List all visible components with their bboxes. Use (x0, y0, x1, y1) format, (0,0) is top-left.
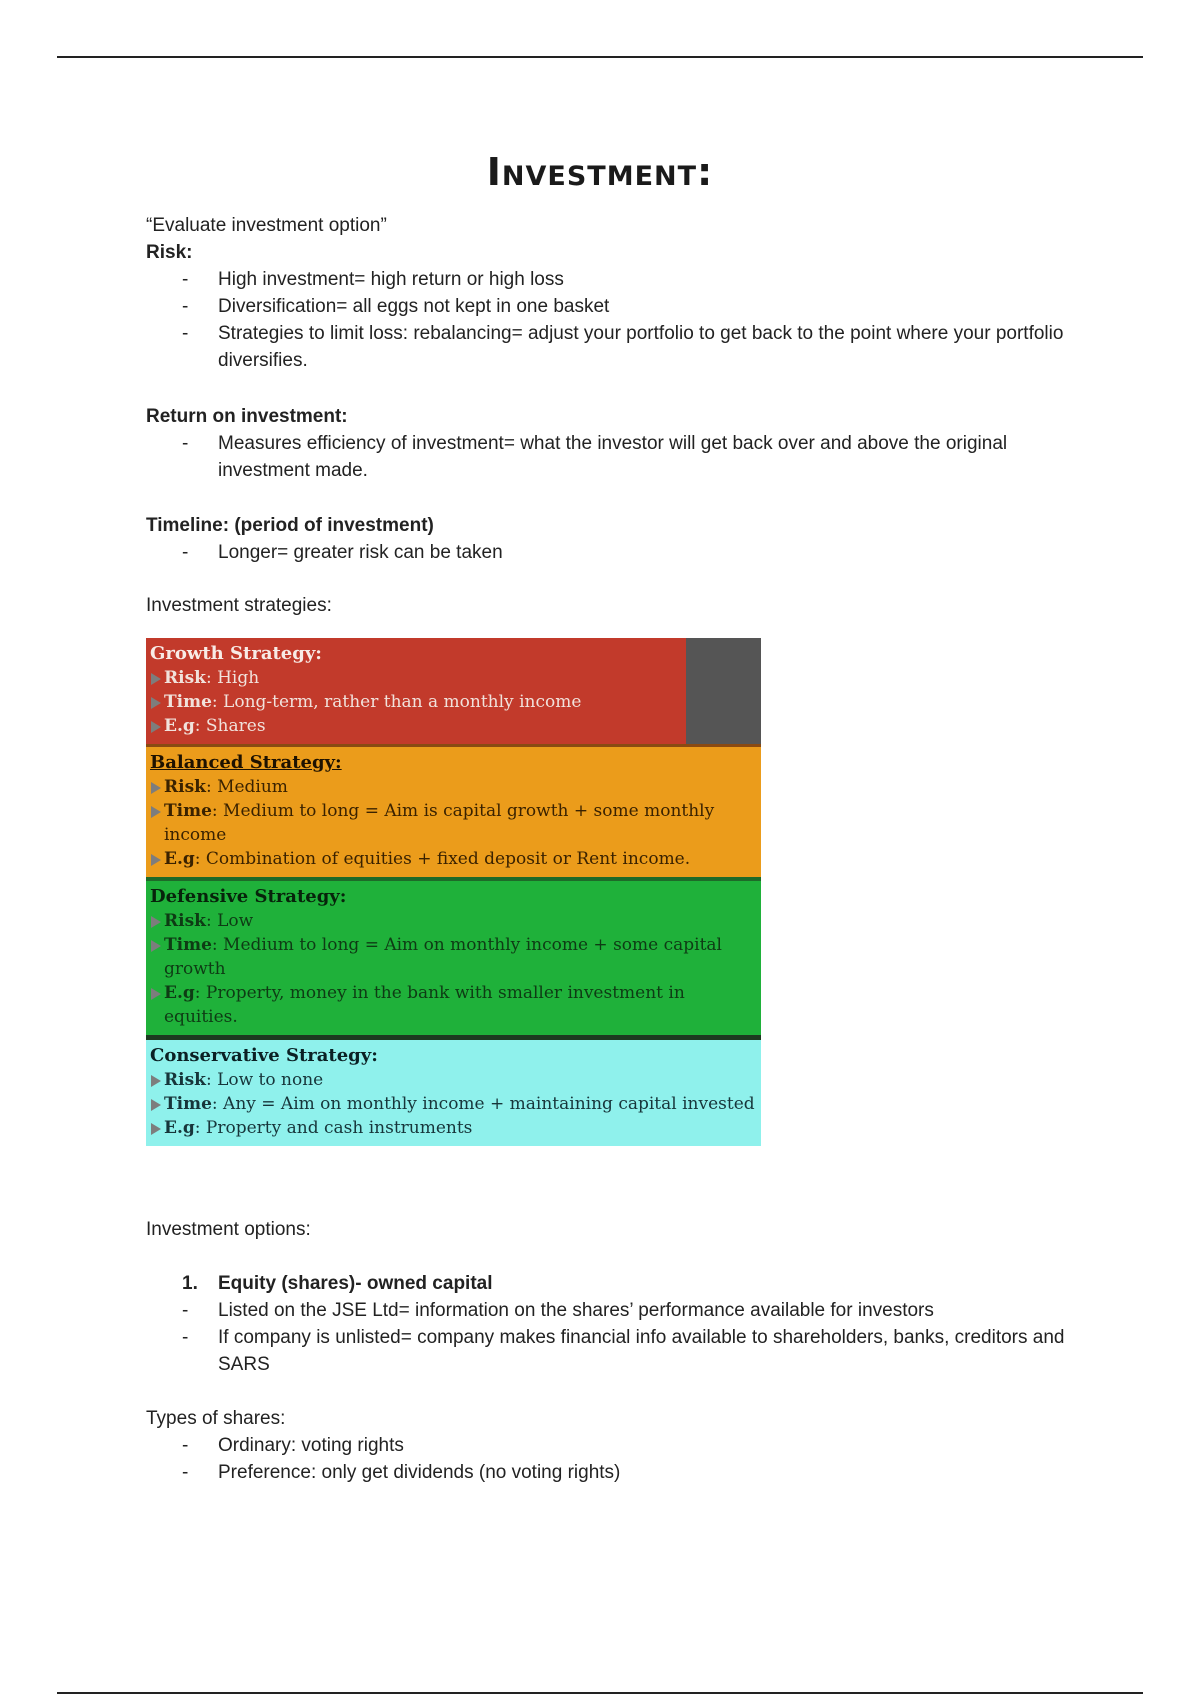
balanced-strategy-box (146, 744, 761, 877)
list-item: - Preference: only get dividends (no voting rights) (146, 1459, 1076, 1486)
triangle-bullet-icon (151, 1123, 161, 1135)
timeline-heading: Timeline: (period of investment) (146, 515, 434, 536)
list-item: - Longer= greater risk can be taken (146, 539, 1076, 566)
strategy-time: Time: Medium to long = Aim on monthly income + some capital growth (150, 933, 755, 981)
triangle-bullet-icon (151, 1099, 161, 1111)
conservative-strategy-box (146, 1040, 761, 1146)
strategy-title: Conservative Strategy: (150, 1045, 378, 1066)
triangle-bullet-icon (151, 988, 161, 1000)
list-item: - Measures efficiency of investment= what the investor will get back over and above the original investment made. (146, 430, 1076, 484)
strategy-title: Growth Strategy: (150, 643, 322, 664)
risk-list (146, 266, 1076, 374)
types-section (146, 1405, 1076, 1486)
strategy-title: Balanced Strategy: (150, 752, 342, 773)
strategy-example: E.g: Property, money in the bank with smaller investment in equities. (150, 981, 755, 1029)
strategy-time: Time: Any = Aim on monthly income + maintaining capital invested (150, 1092, 755, 1116)
types-heading: Types of shares: (146, 1408, 286, 1429)
timeline-list (146, 539, 1076, 566)
strategy-risk: Risk: High (150, 666, 680, 690)
list-item: - If company is unlisted= company makes financial info available to shareholders, banks, creditors and SARS (146, 1324, 1076, 1378)
roi-section (146, 403, 1076, 484)
strategy-risk: Risk: Medium (150, 775, 755, 799)
defensive-strategy-box (146, 877, 761, 1040)
equity-list (146, 1297, 1076, 1378)
roi-list (146, 430, 1076, 484)
equity-section (146, 1270, 1076, 1378)
roi-heading: Return on investment: (146, 406, 348, 427)
strategy-example: E.g: Shares (150, 714, 680, 738)
intro-quote: “Evaluate investment option” (146, 215, 387, 236)
strategies-graphic (146, 638, 761, 1146)
strategy-title: Defensive Strategy: (150, 886, 347, 907)
triangle-bullet-icon (151, 940, 161, 952)
triangle-bullet-icon (151, 916, 161, 928)
bottom-rule (57, 1692, 1143, 1694)
growth-strategy-box (146, 638, 761, 744)
timeline-section (146, 512, 1076, 566)
triangle-bullet-icon (151, 854, 161, 866)
list-item: - Listed on the JSE Ltd= information on the shares’ performance available for investors (146, 1297, 1076, 1324)
triangle-bullet-icon (151, 782, 161, 794)
strategy-risk: Risk: Low to none (150, 1068, 755, 1092)
triangle-bullet-icon (151, 806, 161, 818)
triangle-bullet-icon (151, 673, 161, 685)
list-item: - High investment= high return or high loss (146, 266, 1076, 293)
types-list (146, 1432, 1076, 1486)
options-heading: Investment options: (146, 1219, 311, 1240)
strategy-example: E.g: Property and cash instruments (150, 1116, 755, 1140)
strategy-example: E.g: Combination of equities + fixed deposit or Rent income. (150, 847, 755, 871)
triangle-bullet-icon (151, 1075, 161, 1087)
list-item: - Strategies to limit loss: rebalancing= adjust your portfolio to get back to the point where your portfolio diversifies. (146, 320, 1076, 374)
intro-section (146, 212, 1076, 374)
strategies-heading: Investment strategies: (146, 595, 332, 616)
strategy-time: Time: Long-term, rather than a monthly income (150, 690, 680, 714)
list-item: - Diversification= all eggs not kept in one basket (146, 293, 1076, 320)
equity-heading: 1. Equity (shares)- owned capital (146, 1270, 1076, 1297)
triangle-bullet-icon (151, 721, 161, 733)
list-item: - Ordinary: voting rights (146, 1432, 1076, 1459)
triangle-bullet-icon (151, 697, 161, 709)
strategy-risk: Risk: Low (150, 909, 755, 933)
risk-heading: Risk: (146, 242, 193, 263)
top-rule (57, 56, 1143, 58)
list-number: 1. (182, 1273, 198, 1294)
strategy-time: Time: Medium to long = Aim is capital growth + some monthly income (150, 799, 755, 847)
page-title: Investment: (486, 150, 714, 194)
